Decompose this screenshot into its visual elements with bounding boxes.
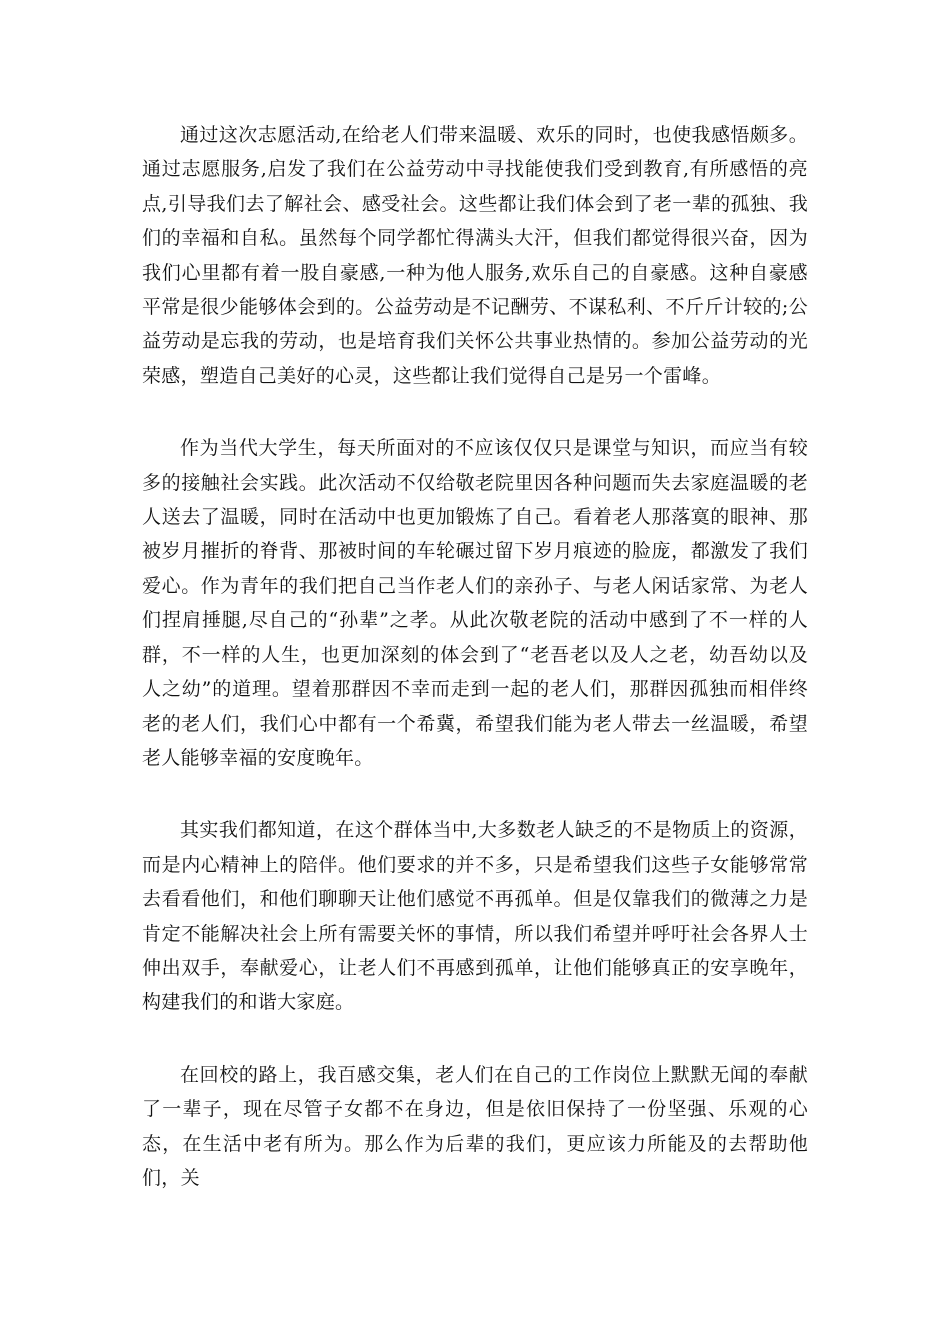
paragraph-2: 作为当代大学生，每天所面对的不应该仅仅只是课堂与知识，而应当有较多的接触社会实践。此次活动不仅给敬老院里因各种问题而失去家庭温暖的老人送去了温暖，同时在活动中也更加锻炼了自己。看着老人那落寞的眼神、那被岁月摧折的脊背、那被时间的车轮碾过留下岁月痕迹的脸庞，都激发了我们爱心。作为青年的我们把自己当作老人们的亲孙子、与老人闲话家常、为老人们捏肩捶腿,尽自己的“孙辈”之孝。从此次敬老院的活动中感到了不一样的人群，不一样的人生，也更加深刻的体会到了“老吾老以及人之老，幼吾幼以及人之幼”的道理。望着那群因不幸而走到一起的老人们，那群因孤独而相伴终老的老人们，我们心中都有一个希冀，希望我们能为老人带去一丝温暖，希望老人能够幸福的安度晚年。	[142, 437, 808, 769]
paragraph-3: 其实我们都知道，在这个群体当中,大多数老人缺乏的不是物质上的资源，而是内心精神上的陪伴。他们要求的并不多，只是希望我们这些子女能够常常去看看他们，和他们聊聊天让他们感觉不再孤单。但是仅靠我们的微薄之力是肯定不能解决社会上所有需要关怀的事情，所以我们希望并呼吁社会各界人士伸出双手，奉献爱心，让老人们不再感到孤单，让他们能够真正的安享晚年，构建我们的和谐大家庭。	[142, 819, 808, 1014]
paragraph-4: 在回校的路上，我百感交集，老人们在自己的工作岗位上默默无闻的奉献了一辈子，现在尽管子女都不在身边，但是依旧保持了一份坚强、乐观的心态，在生活中老有所为。那么作为后辈的我们，更应该力所能及的去帮助他们，关	[142, 1063, 808, 1189]
paragraph-1: 通过这次志愿活动,在给老人们带来温暖、欢乐的同时，也使我感悟颇多。通过志愿服务,启发了我们在公益劳动中寻找能使我们受到教育,有所感悟的亮点,引导我们去了解社会、感受社会。这些都让我们体会到了老一辈的孤独、我们的幸福和自私。虽然每个同学都忙得满头大汗，但我们都觉得很兴奋，因为我们心里都有着一股自豪感,一种为他人服务,欢乐自己的自豪感。这种自豪感平常是很少能够体会到的。公益劳动是不记酬劳、不谋私利、不斤斤计较的;公益劳动是忘我的劳动，也是培育我们关怀公共事业热情的。参加公益劳动的光荣感，塑造自己美好的心灵，这些都让我们觉得自己是另一个雷峰。	[142, 124, 808, 387]
document-body	[142, 118, 808, 1195]
